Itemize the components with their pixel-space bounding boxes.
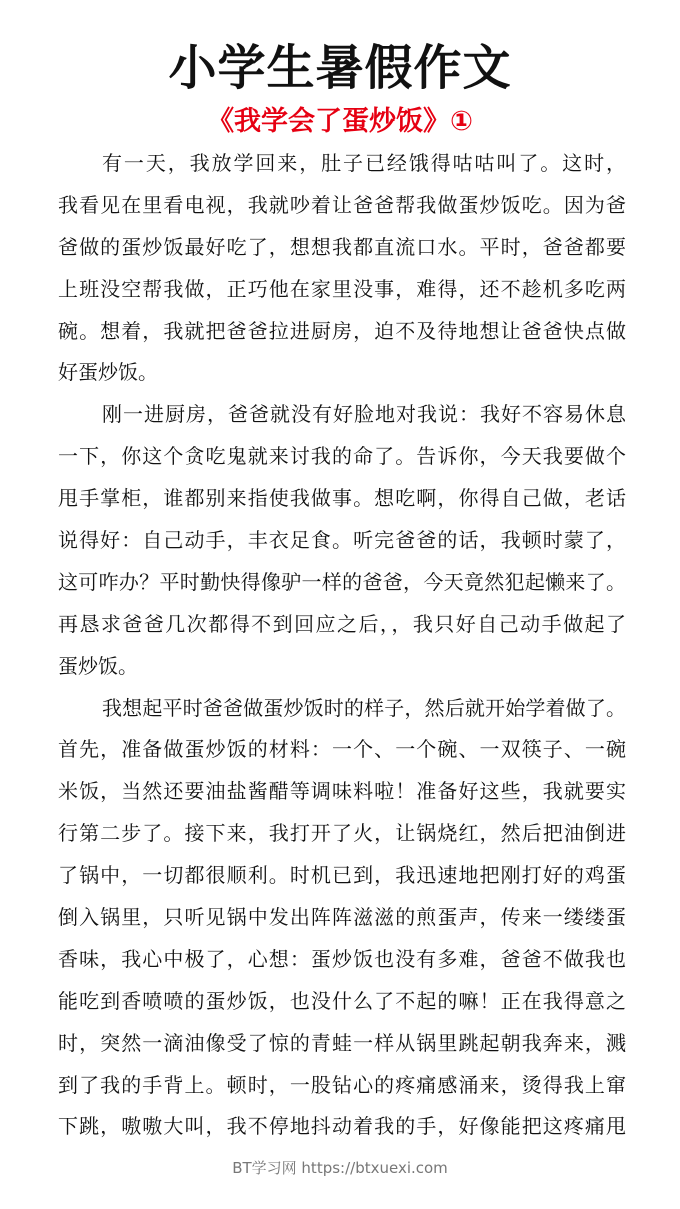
page-title: 小学生暑假作文	[168, 40, 512, 96]
paragraph-line: 倒入锅里，只听见锅中发出阵阵滋滋的煎蛋声，传来一缕缕蛋	[58, 905, 626, 930]
paragraph-line: 时，突然一滴油像受了惊的青蛙一样从锅里跳起朝我奔来，溅	[58, 1030, 626, 1055]
paragraph-line: 好蛋炒饭。	[58, 360, 158, 385]
paragraph-line: 了锅中，一切都很顺利。时机已到，我迅速地把刚打好的鸡蛋	[58, 863, 626, 888]
paragraph-line: 首先，准备做蛋炒饭的材料：一个、一个碗、一双筷子、一碗	[58, 737, 626, 762]
paragraph-line: 下跳，嗷嗷大叫，我不停地抖动着我的手，好像能把这疼痛甩	[58, 1114, 626, 1139]
essay-subtitle: 《我学会了蛋炒饭》①	[207, 106, 473, 137]
paragraph-line: 香味，我心中极了，心想：蛋炒饭也没有多难，爸爸不做我也	[58, 946, 626, 971]
paragraph-line: 蛋炒饭。	[58, 653, 138, 678]
paragraph-line: 我看见在里看电视，我就吵着让爸爸帮我做蛋炒饭吃。因为爸	[58, 192, 626, 217]
paragraph-line: 能吃到香喷喷的蛋炒饭，也没什么了不起的嘛！正在我得意之	[58, 988, 626, 1013]
paragraph-line: 甩手掌柜，谁都别来指使我做事。想吃啊，你得自己做，老话	[58, 486, 626, 511]
paragraph-line: 我想起平时爸爸做蛋炒饭时的样子，然后就开始学着做了。	[102, 695, 626, 720]
paragraph-line: 上班没空帮我做，正巧他在家里没事，难得，还不趁机多吃两	[58, 276, 626, 301]
paragraph-line: 到了我的手背上。顿时，一股钻心的疼痛感涌来，烫得我上窜	[58, 1072, 626, 1097]
paragraph	[58, 394, 626, 687]
essay-body	[58, 143, 626, 1148]
paragraph-line: 再恳求爸爸几次都得不到回应之后，，我只好自己动手做起了	[58, 611, 626, 636]
paragraph-line: 说得好：自己动手，丰衣足食。听完爸爸的话，我顿时蒙了，	[58, 528, 626, 553]
paragraph-line: 碗。想着，我就把爸爸拉进厨房，迫不及待地想让爸爸快点做	[58, 318, 626, 343]
paragraph-line: 这可咋办？平时勤快得像驴一样的爸爸，今天竟然犯起懒来了。	[58, 569, 626, 594]
paragraph-line: 爸做的蛋炒饭最好吃了，想想我都直流口水。平时，爸爸都要	[58, 234, 626, 259]
paragraph	[58, 688, 626, 1149]
paragraph-line: 米饭，当然还要油盐酱醋等调味料啦！准备好这些，我就要实	[58, 779, 626, 804]
footer-watermark: BT学习网 https://btxuexi.com	[232, 1159, 448, 1177]
paragraph-line: 刚一进厨房，爸爸就没有好脸地对我说：我好不容易休息	[102, 402, 626, 427]
paragraph-line: 行第二步了。接下来，我打开了火，让锅烧红，然后把油倒进	[58, 821, 626, 846]
paragraph	[58, 143, 626, 394]
paragraph-line: 一下，你这个贪吃鬼就来讨我的命了。告诉你，今天我要做个	[58, 444, 626, 469]
paragraph-line: 有一天，我放学回来，肚子已经饿得咕咕叫了。这时，	[102, 151, 626, 175]
